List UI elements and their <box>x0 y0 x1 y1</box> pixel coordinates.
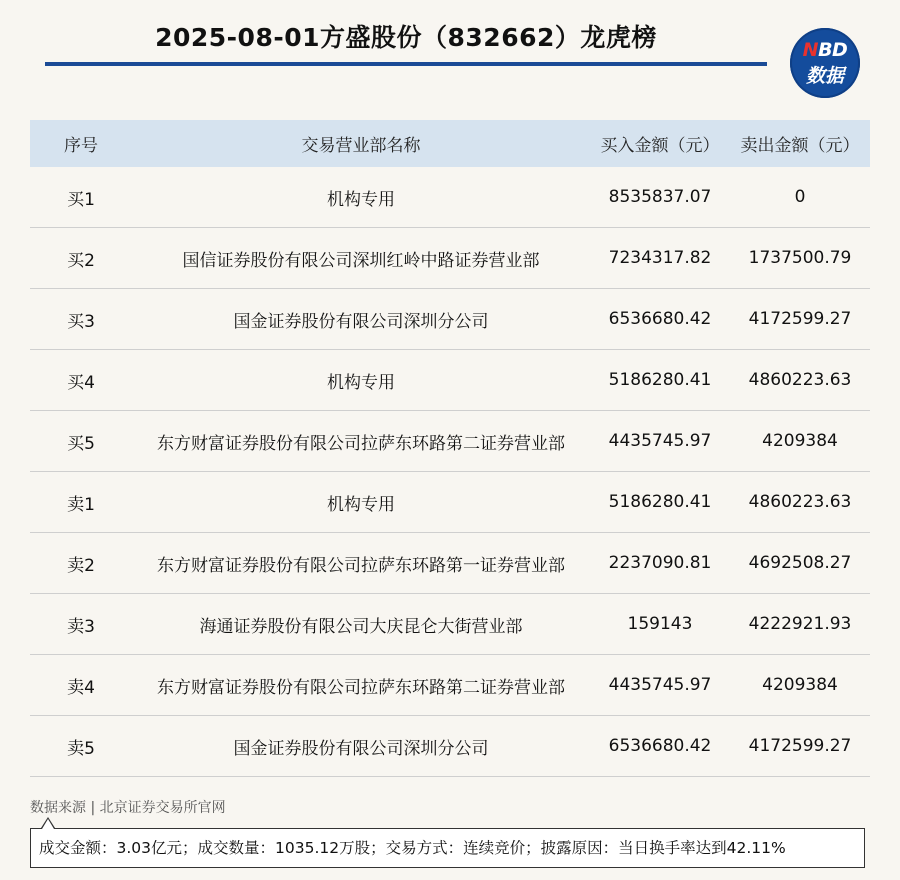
row-broker-name: 机构专用 <box>132 472 590 533</box>
row-sell-amount: 4172599.27 <box>730 289 870 350</box>
logo-subtitle: 数据 <box>805 65 844 87</box>
row-sell-amount: 4692508.27 <box>730 533 870 594</box>
row-buy-amount: 6536680.42 <box>590 716 730 777</box>
row-broker-name: 国信证券股份有限公司深圳红岭中路证券营业部 <box>132 228 590 289</box>
row-sell-amount: 4222921.93 <box>730 594 870 655</box>
row-sell-amount: 4209384 <box>730 655 870 716</box>
row-buy-amount: 159143 <box>590 594 730 655</box>
row-sell-amount: 4860223.63 <box>730 472 870 533</box>
column-header-sell: 卖出金额（元） <box>730 120 870 167</box>
nbd-data-logo <box>790 28 860 98</box>
table-row <box>30 411 870 472</box>
page-title: 2025-08-01方盛股份（832662）龙虎榜 <box>155 23 657 52</box>
logo-letters: BD <box>818 39 848 61</box>
row-seq: 买1 <box>30 167 132 228</box>
table-header-row <box>30 120 870 167</box>
row-seq: 买3 <box>30 289 132 350</box>
row-seq: 买4 <box>30 350 132 411</box>
table-row <box>30 167 870 228</box>
row-buy-amount: 2237090.81 <box>590 533 730 594</box>
row-sell-amount: 4860223.63 <box>730 350 870 411</box>
row-seq: 买5 <box>30 411 132 472</box>
row-sell-amount: 0 <box>730 167 870 228</box>
row-broker-name: 海通证券股份有限公司大庆昆仑大街营业部 <box>132 594 590 655</box>
table-row <box>30 472 870 533</box>
table-row <box>30 350 870 411</box>
row-buy-amount: 8535837.07 <box>590 167 730 228</box>
row-seq: 卖1 <box>30 472 132 533</box>
column-header-seq: 序号 <box>30 120 132 167</box>
row-sell-amount: 4209384 <box>730 411 870 472</box>
column-header-name: 交易营业部名称 <box>132 120 590 167</box>
row-broker-name: 机构专用 <box>132 350 590 411</box>
row-buy-amount: 7234317.82 <box>590 228 730 289</box>
row-buy-amount: 5186280.41 <box>590 350 730 411</box>
row-broker-name: 机构专用 <box>132 167 590 228</box>
row-broker-name: 东方财富证券股份有限公司拉萨东环路第一证券营业部 <box>132 533 590 594</box>
title-underline <box>45 62 767 66</box>
table-row <box>30 655 870 716</box>
row-buy-amount: 4435745.97 <box>590 655 730 716</box>
trade-summary-box: 成交金额：3.03亿元；成交数量：1035.12万股；交易方式：连续竞价；披露原因：当日换手率达到42.11% <box>30 828 865 868</box>
row-broker-name: 东方财富证券股份有限公司拉萨东环路第二证券营业部 <box>132 411 590 472</box>
table-row <box>30 289 870 350</box>
row-sell-amount: 1737500.79 <box>730 228 870 289</box>
row-buy-amount: 4435745.97 <box>590 411 730 472</box>
callout-pointer-fill <box>42 819 54 829</box>
row-seq: 卖5 <box>30 716 132 777</box>
row-broker-name: 东方财富证券股份有限公司拉萨东环路第二证券营业部 <box>132 655 590 716</box>
row-buy-amount: 6536680.42 <box>590 289 730 350</box>
row-seq: 卖2 <box>30 533 132 594</box>
data-source-note: 数据来源 | 北京证券交易所官网 <box>30 800 226 816</box>
row-broker-name: 国金证券股份有限公司深圳分公司 <box>132 289 590 350</box>
logo-accent-letter: N <box>802 39 819 61</box>
table-row <box>30 533 870 594</box>
table-row <box>30 716 870 777</box>
row-seq: 卖3 <box>30 594 132 655</box>
row-buy-amount: 5186280.41 <box>590 472 730 533</box>
row-sell-amount: 4172599.27 <box>730 716 870 777</box>
row-broker-name: 国金证券股份有限公司深圳分公司 <box>132 716 590 777</box>
dragon-tiger-table <box>30 120 870 777</box>
row-seq: 卖4 <box>30 655 132 716</box>
table-row <box>30 228 870 289</box>
column-header-buy: 买入金额（元） <box>590 120 730 167</box>
row-seq: 买2 <box>30 228 132 289</box>
table-row <box>30 594 870 655</box>
